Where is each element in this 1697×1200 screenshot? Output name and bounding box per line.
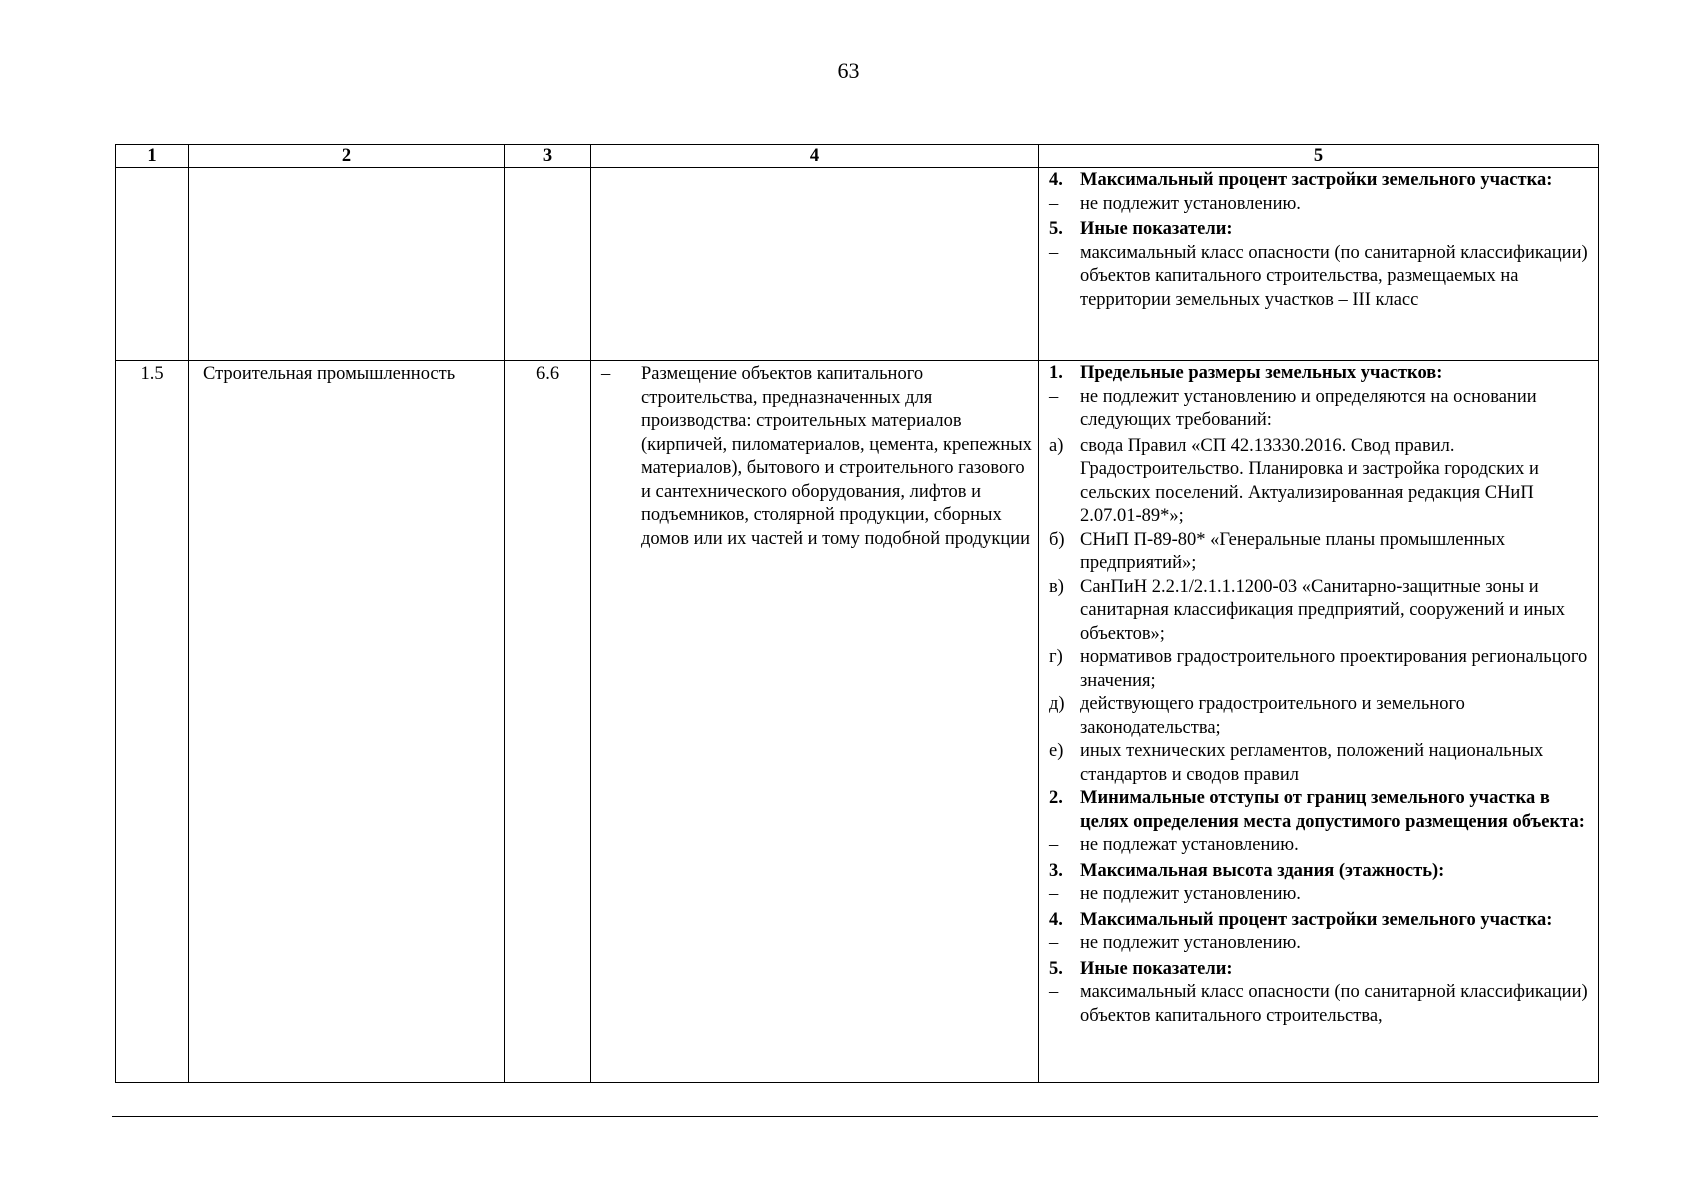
list-item — [1049, 860, 1594, 884]
list-text: максимальный класс опасности (по санитарной классификации) объектов капитального строительства, размещаемых на территории земельных участков – III класс — [1080, 242, 1588, 310]
list-marker: г) — [1049, 647, 1063, 667]
cell-num-empty — [116, 168, 189, 361]
list-item — [1049, 883, 1594, 907]
list-item — [1049, 362, 1594, 386]
description-item — [597, 363, 1032, 551]
list-text: не подлежит установлению. — [1080, 884, 1301, 904]
list-item — [1049, 834, 1594, 858]
header-col-5: 5 — [1039, 145, 1599, 168]
cell-parameters — [1039, 361, 1599, 1083]
list-marker: 5. — [1049, 219, 1063, 239]
list-text: не подлежат установлению. — [1080, 835, 1299, 855]
header-col-3: 3 — [505, 145, 591, 168]
list-item — [1049, 386, 1594, 433]
list-text: СНиП П-89-80* «Генеральные планы промышленных предприятий»; — [1080, 529, 1506, 573]
list-item — [1049, 193, 1594, 217]
list-text: Максимальный процент застройки земельного участка: — [1080, 170, 1553, 190]
header-col-2: 2 — [189, 145, 505, 168]
list-marker: – — [1049, 884, 1059, 904]
list-item — [1049, 958, 1594, 982]
list-item — [1049, 242, 1594, 313]
list-item — [1049, 435, 1594, 529]
list-text: свода Правил «СП 42.13330.2016. Свод правил. Градостроительство. Планировка и застройка городских и сельских поселений. Актуализированная редакция СНиП 2.07.01-89*»; — [1080, 435, 1539, 526]
cell-code-empty — [505, 168, 591, 361]
list-text: не подлежит установлению. — [1080, 193, 1301, 214]
list-text: иных технических регламентов, положений национальных стандартов и сводов правил — [1080, 741, 1544, 785]
header-col-4: 4 — [591, 145, 1039, 168]
list-item — [1049, 740, 1594, 787]
list-text: Минимальные отступы от границ земельного участка в целях определения места допустимого размещения объекта: — [1080, 788, 1585, 832]
header-row — [116, 145, 1599, 168]
list-item — [1049, 909, 1594, 933]
cell-name: Строительная промышленность — [189, 361, 505, 1083]
list-marker: – — [1049, 982, 1059, 1002]
list-marker: 5. — [1049, 958, 1063, 979]
list-item — [1049, 646, 1594, 693]
list-text: не подлежит установлению и определяются на основании следующих требований: — [1080, 386, 1537, 430]
page-number: 63 — [837, 58, 860, 83]
list-text: максимальный класс опасности (по санитарной классификации) объектов капитального строительства, — [1080, 982, 1588, 1026]
list-marker: а) — [1049, 435, 1064, 456]
list-marker: – — [1049, 835, 1059, 855]
list-marker: – — [1049, 242, 1059, 263]
list-item — [1049, 218, 1594, 242]
list-text: СанПиН 2.2.1/2.1.1.1200-03 «Санитарно-защитные зоны и санитарная классификация предприятий, сооружений и иных объектов»; — [1080, 576, 1565, 644]
list-text: Предельные размеры земельных участков: — [1080, 363, 1443, 383]
list-text: Иные показатели: — [1080, 958, 1233, 979]
cell-name-empty — [189, 168, 505, 361]
list-marker: 4. — [1049, 170, 1063, 190]
description-text: Размещение объектов капитального строительства, предназначенных для производства: строительных материалов (кирпичей, пиломатериалов, цемента, крепежных материалов), бытового и строительного газового и сантехнического оборудования, лифтов и подъемников, столярной продукции, сборных домов или их частей и тому подобной продукции — [641, 364, 1032, 549]
cell-num: 1.5 — [116, 361, 189, 1083]
list-marker: е) — [1049, 741, 1064, 761]
list-marker: д) — [1049, 694, 1065, 714]
list-text: нормативов градостроительного проектирования региональцого значения; — [1080, 647, 1588, 691]
list-marker: 1. — [1049, 363, 1063, 383]
list-text: Максимальная высота здания (этажность): — [1080, 860, 1445, 881]
cell-parameters-continued — [1039, 168, 1599, 361]
table-row-1-5 — [116, 361, 1599, 1083]
list-text: Иные показатели: — [1080, 219, 1233, 239]
list-item — [1049, 787, 1594, 834]
cell-description-empty — [591, 168, 1039, 361]
list-item — [1049, 693, 1594, 740]
list-text: Максимальный процент застройки земельного участка: — [1080, 909, 1553, 930]
list-marker: 3. — [1049, 860, 1063, 881]
land-use-table — [115, 144, 1599, 1083]
list-marker: – — [1049, 933, 1059, 953]
list-marker: – — [601, 364, 611, 384]
list-marker: 2. — [1049, 788, 1063, 808]
list-marker: 4. — [1049, 909, 1063, 930]
footer-divider — [112, 1116, 1598, 1117]
table-row-continued — [116, 168, 1599, 361]
header-col-1: 1 — [116, 145, 189, 168]
list-item — [1049, 981, 1594, 1028]
list-text: действующего градостроительного и земельного законодательства; — [1080, 694, 1465, 738]
cell-description — [591, 361, 1039, 1083]
list-item — [1049, 932, 1594, 956]
list-item — [1049, 169, 1594, 193]
list-item — [1049, 576, 1594, 647]
cell-code: 6.6 — [505, 361, 591, 1083]
list-marker: в) — [1049, 576, 1064, 597]
list-marker: – — [1049, 193, 1059, 214]
list-marker: – — [1049, 386, 1059, 407]
list-marker: б) — [1049, 529, 1065, 550]
list-text: не подлежит установлению. — [1080, 933, 1301, 953]
list-item — [1049, 529, 1594, 576]
